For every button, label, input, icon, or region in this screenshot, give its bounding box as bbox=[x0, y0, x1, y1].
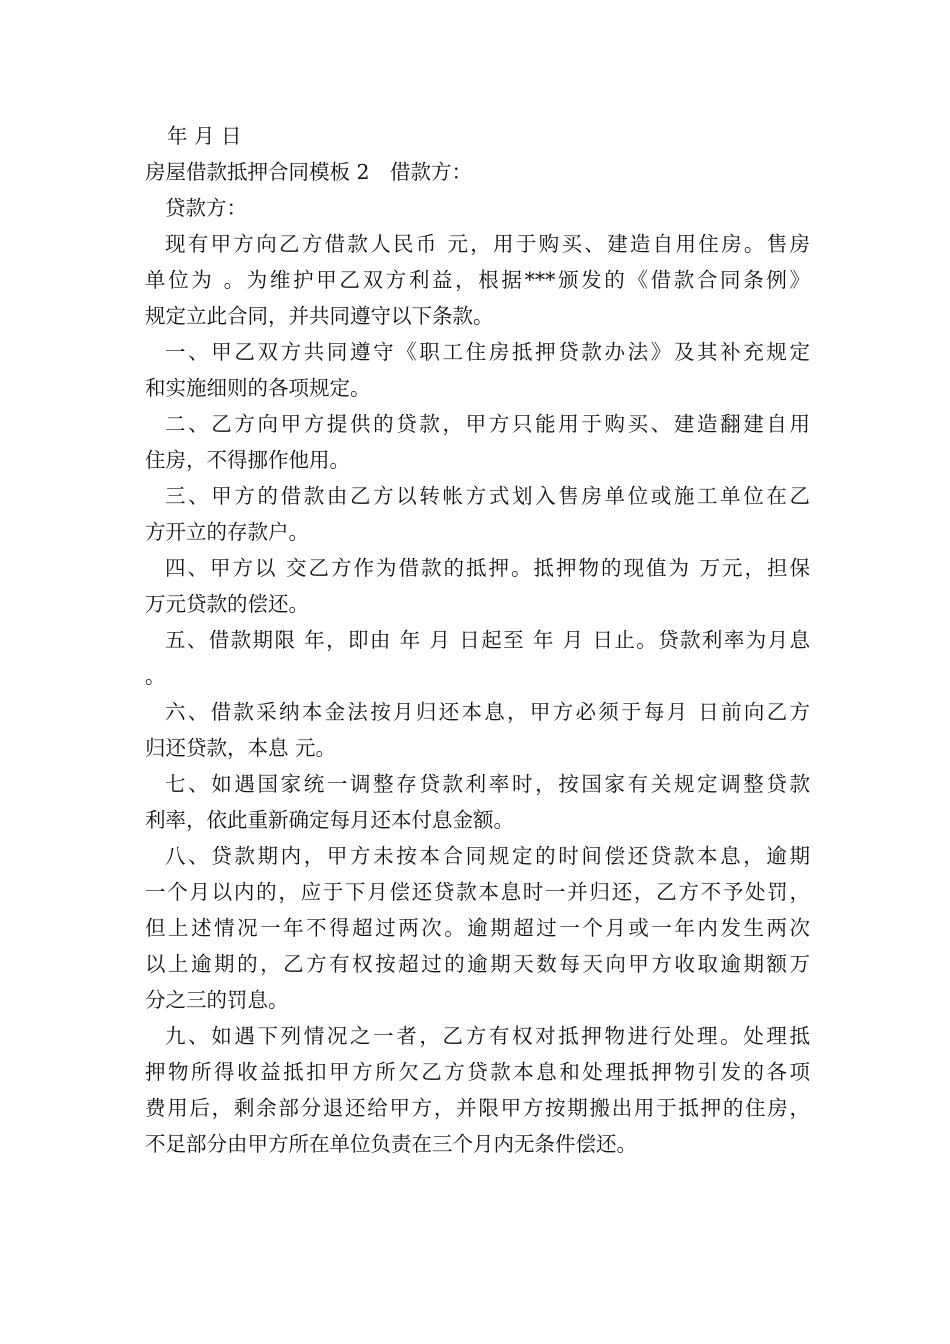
paragraph-line: 归还贷款，本息 元。 bbox=[145, 736, 337, 760]
paragraph-line: 和实施细则的各项规定。 bbox=[145, 376, 371, 400]
paragraph-line: 分之三的罚息。 bbox=[145, 988, 289, 1012]
paragraph-line: 但上述情况一年不得超过两次。逾期超过一个月或一年内发生两次 bbox=[145, 916, 810, 940]
clause-2 bbox=[145, 406, 810, 478]
clause-4 bbox=[145, 550, 810, 622]
paragraph-preamble bbox=[145, 226, 810, 334]
clause-5 bbox=[145, 622, 810, 694]
date-line: 年 月 日 bbox=[167, 124, 242, 148]
document-body bbox=[145, 118, 810, 1162]
paragraph-line: 万元贷款的偿还。 bbox=[145, 592, 309, 616]
paragraph-line: 规定立此合同，并共同遵守以下条款。 bbox=[145, 304, 494, 328]
paragraph-line: 住房，不得挪作他用。 bbox=[145, 448, 350, 472]
paragraph-line: 八、贷款期内，甲方未按本合同规定的时间偿还贷款本息，逾期 bbox=[165, 844, 810, 868]
paragraph-line: 九、如遇下列情况之一者，乙方有权对抵押物进行处理。处理抵 bbox=[165, 1024, 810, 1048]
clause-1 bbox=[145, 334, 810, 406]
paragraph-line: 现有甲方向乙方借款人民币 元，用于购买、建造自用住房。售房 bbox=[165, 232, 810, 256]
clause-9 bbox=[145, 1018, 810, 1162]
paragraph-line: 不足部分由甲方所在单位负责在三个月内无条件偿还。 bbox=[145, 1132, 637, 1156]
clause-7 bbox=[145, 766, 810, 838]
paragraph-line: 单位为 。为维护甲乙双方利益，根据***颁发的《借款合同条例》 bbox=[145, 268, 810, 292]
paragraph-line: 。 bbox=[145, 664, 166, 688]
paragraph-line: 四、甲方以 交乙方作为借款的抵押。抵押物的现值为 万元，担保 bbox=[165, 556, 810, 580]
paragraph-line: 方开立的存款户。 bbox=[145, 520, 309, 544]
paragraph-line: 三、甲方的借款由乙方以转帐方式划入售房单位或施工单位在乙 bbox=[165, 484, 810, 508]
paragraph-line: 五、借款期限 年，即由 年 月 日起至 年 月 日止。贷款利率为月息 bbox=[165, 628, 810, 652]
paragraph-line: 一个月以内的，应于下月偿还贷款本息时一并归还，乙方不予处罚， bbox=[145, 880, 810, 904]
paragraph-line: 六、借款采纳本金法按月归还本息，甲方必须于每月 日前向乙方 bbox=[165, 700, 810, 724]
clause-8 bbox=[145, 838, 810, 1018]
paragraph-line: 二、乙方向甲方提供的贷款，甲方只能用于购买、建造翻建自用 bbox=[165, 412, 810, 436]
title-line: 房屋借款抵押合同模板 2 借款方： bbox=[145, 160, 473, 184]
clause-3 bbox=[145, 478, 810, 550]
paragraph-line: 以上逾期的，乙方有权按超过的逾期天数每天向甲方收取逾期额万 bbox=[145, 952, 810, 976]
paragraph-line: 七、如遇国家统一调整存贷款利率时，按国家有关规定调整贷款 bbox=[165, 772, 810, 796]
lender-line: 贷款方： bbox=[165, 196, 247, 220]
paragraph-line: 一、甲乙双方共同遵守《职工住房抵押贷款办法》及其补充规定 bbox=[165, 340, 810, 364]
paragraph-line: 押物所得收益抵扣甲方所欠乙方贷款本息和处理抵押物引发的各项 bbox=[145, 1060, 810, 1084]
paragraph-line: 费用后，剩余部分退还给甲方，并限甲方按期搬出用于抵押的住房， bbox=[145, 1096, 810, 1120]
clause-6 bbox=[145, 694, 810, 766]
paragraph-line: 利率，依此重新确定每月还本付息金额。 bbox=[145, 808, 514, 832]
